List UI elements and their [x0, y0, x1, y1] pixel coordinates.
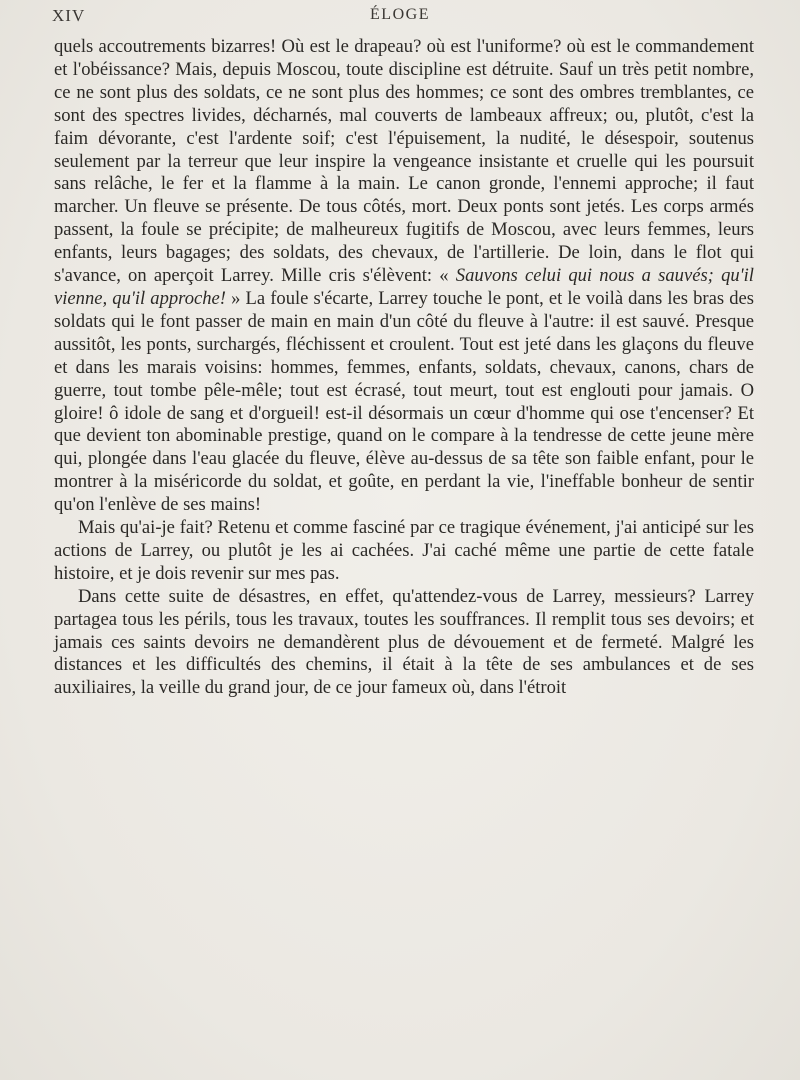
running-title: ÉLOGE	[370, 6, 430, 23]
paragraph-text: » La foule s'écarte, Larrey touche le pont, et le voilà dans les bras des soldats qui le font passer de main en main d'un côté du fleuve à l'autre: il est sauvé. Presque aussitôt, les ponts, surchargés, fléchissent et croulent. Tout est jeté dans les glaçons du fleuve et dans les marais voisins: hommes, femmes, enfants, soldats, chevaux, canons, chars de guerre, tout tombe pêle-mêle; tout est écrasé, tout meurt, tout est englouti pour jamais. O gloire! ô idole de sang et d'orgueil! est-il désormais un cœur d'homme qui ose t'encenser? Et que devient ton abominable prestige, quand on le compare à la tendresse de cette jeune mère qui, plongée dans l'eau glacée du fleuve, élève au-dessus de sa tête son faible enfant, pour le montrer à la miséricorde du soldat, et goûte, en perdant la vie, l'ineffable bonheur de sentir qu'on l'enlève de ses mains!	[54, 287, 754, 516]
paragraph-text: quels accoutrements bizarres! Où est le drapeau? où est l'uniforme? où est le commandement et l'obéissance? Mais, depuis Moscou, toute discipline est détruite. Sauf un très petit nombre, ce ne sont plus des soldats, ce ne sont plus des hommes; ce sont des ombres tremblantes, ce sont des spectres livides, décharnés, mal couverts de lambeaux affreux; ou, plutôt, c'est la faim dévorante, c'est l'ardente soif; c'est l'épuisement, la nudité, le désespoir, soutenus seulement par la terreur que leur inspire la vengeance insistante et cruelle qui les poursuit sans relâche, le fer et la flamme à la main. Le canon gronde, l'ennemi approche; il faut marcher. Un fleuve se présente. De tous côtés, mort. Deux ponts sont jetés. Les corps armés passent, la foule se précipite; de malheureux fugitifs de Moscou, avec leurs femmes, leurs enfants, leurs bagages; des soldats, des chevaux, de l'artillerie. De loin, dans le flot qui s'avance, on aperçoit Larrey. Mille cris s'élèvent: «	[54, 36, 754, 287]
paragraph-1	[54, 36, 754, 517]
body-text	[54, 36, 754, 700]
paragraph-3	[54, 586, 754, 701]
running-head	[52, 6, 748, 32]
paragraph-2	[54, 517, 754, 586]
italic-quote: Sauvons celui qui nous a sauvés; qu'il vienne, qu'il approche!	[54, 265, 754, 309]
page-number: XIV	[52, 6, 86, 25]
paragraph-text: Dans cette suite de désastres, en effet, qu'attendez-vous de Larrey, messieurs? Larrey partagea tous les périls, tous les travaux, toutes les souffrances. Il remplit tous ses devoirs; et jamais ces saints devoirs ne demandèrent plus de dévouement et de fermeté. Malgré les distances et les difficultés des chemins, il était à la tête de ses ambulances et de ses auxiliaires, la veille du grand jour, de ce jour fameux où, dans l'étroit	[54, 585, 754, 699]
paragraph-text: Mais qu'ai-je fait? Retenu et comme fasciné par ce tragique événement, j'ai anticipé sur les actions de Larrey, ou plutôt je les ai cachées. J'ai caché même une partie de cette fatale histoire, et je dois revenir sur mes pas.	[54, 517, 754, 584]
